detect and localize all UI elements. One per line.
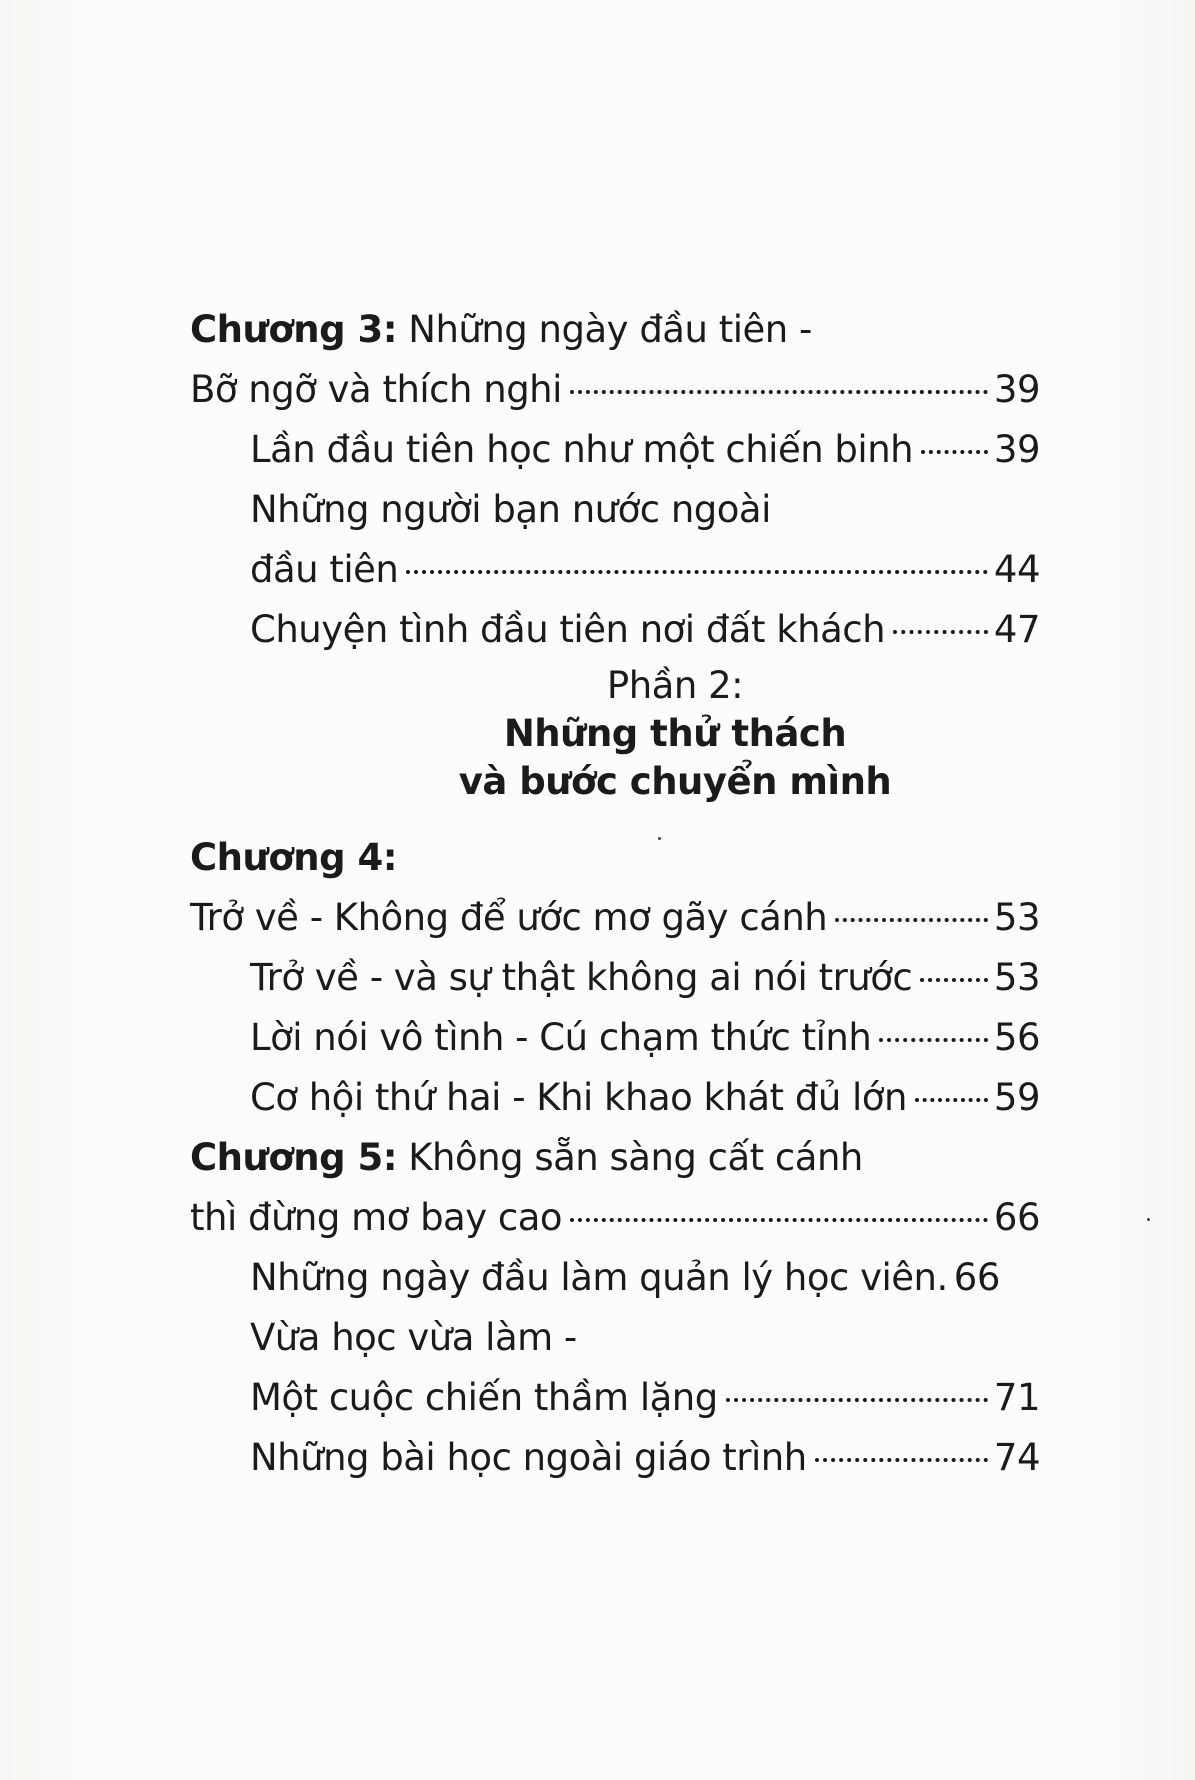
chapter-3-label: Chương 3: [190, 308, 398, 351]
toc-item-line1 [250, 1308, 1040, 1368]
chapter-5-title-line1: Không sẵn sàng cất cánh [408, 1136, 863, 1179]
toc-item-page: 71 [993, 1376, 1040, 1419]
chapter-3-title-line1: Những ngày đầu tiên - [408, 308, 812, 351]
toc-item-page: 59 [993, 1076, 1040, 1119]
toc-item-text-line1: Vừa học vừa làm - [250, 1316, 577, 1359]
dot-leader [406, 570, 988, 574]
chapter-3-page: 39 [993, 368, 1040, 411]
toc-item-page: 53 [993, 956, 1040, 999]
dot-leader [726, 1398, 988, 1402]
toc-item-text: Lời nói vô tình - Cú chạm thức tỉnh [250, 1016, 872, 1059]
chapter-3-heading [190, 300, 1040, 360]
dot-leader [815, 1458, 988, 1462]
toc-item-page: 56 [993, 1016, 1040, 1059]
toc-item[interactable] [250, 1248, 1040, 1308]
paper-speck [658, 837, 661, 840]
chapter-5-heading [190, 1128, 1040, 1188]
toc-item-text: Chuyện tình đầu tiên nơi đất khách [250, 608, 886, 651]
table-of-contents [190, 300, 1040, 1488]
part-2-label: Phần 2: [606, 664, 744, 707]
toc-item-text-line1: Những người bạn nước ngoài [250, 488, 771, 531]
toc-item-text-line2: Một cuộc chiến thầm lặng [250, 1376, 718, 1419]
toc-item-page: 44 [993, 548, 1040, 591]
toc-item-text: Cơ hội thứ hai - Khi khao khát đủ lớn [250, 1076, 907, 1119]
chapter-4-heading [190, 828, 1040, 888]
toc-item[interactable] [250, 420, 1040, 480]
toc-item[interactable] [250, 600, 1040, 660]
chapter-4-entry[interactable] [190, 888, 1040, 948]
part-2-title-line2: và bước chuyển mình [458, 760, 892, 803]
dot-leader [570, 390, 988, 394]
toc-item-text: Những bài học ngoài giáo trình [250, 1436, 807, 1479]
chapter-5-entry[interactable] [190, 1188, 1040, 1248]
toc-item-text-line2: đầu tiên [250, 548, 399, 591]
chapter-4-label: Chương 4: [190, 836, 398, 879]
chapter-4-page: 53 [993, 896, 1040, 939]
chapter-5-title-line2: thì đừng mơ bay cao [190, 1196, 563, 1239]
chapter-3-title-line2: Bỡ ngỡ và thích nghi [190, 368, 562, 411]
chapter-5-label: Chương 5: [190, 1136, 398, 1179]
dot-leader [879, 1038, 988, 1042]
toc-item-text: Những ngày đầu làm quản lý học viên. [250, 1256, 948, 1299]
toc-item[interactable] [250, 1368, 1040, 1428]
paper-speck [1147, 1218, 1150, 1221]
part-2-heading [250, 662, 1100, 806]
toc-item-page: 66 [953, 1256, 1000, 1299]
toc-item[interactable] [250, 948, 1040, 1008]
toc-item-text: Trở về - và sự thật không ai nói trước [250, 956, 913, 999]
dot-leader [920, 978, 988, 982]
toc-item[interactable] [250, 1008, 1040, 1068]
toc-item-line1 [250, 480, 1040, 540]
toc-item[interactable] [250, 1428, 1040, 1488]
toc-item[interactable] [250, 1068, 1040, 1128]
toc-item-page: 39 [993, 428, 1040, 471]
toc-item-text: Lần đầu tiên học như một chiến binh [250, 428, 914, 471]
dot-leader [893, 630, 988, 634]
dot-leader [915, 1098, 988, 1102]
toc-item-page: 47 [993, 608, 1040, 651]
chapter-5-page: 66 [993, 1196, 1040, 1239]
toc-item-page: 74 [993, 1436, 1040, 1479]
toc-item[interactable] [250, 540, 1040, 600]
dot-leader [835, 918, 988, 922]
dot-leader [570, 1218, 988, 1222]
part-2-title-line1: Những thử thách [503, 712, 847, 755]
chapter-4-title: Trở về - Không để ước mơ gãy cánh [190, 896, 828, 939]
dot-leader [921, 450, 988, 454]
chapter-3-entry[interactable] [190, 360, 1040, 420]
